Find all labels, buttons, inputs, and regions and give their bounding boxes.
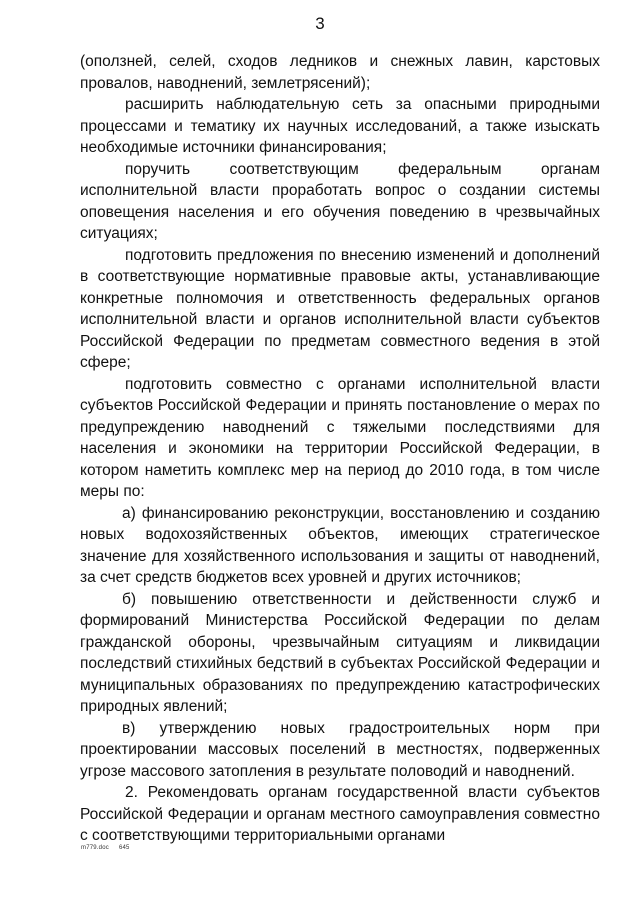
- paragraph-6: а) финансированию реконструкции, восстановлению и созданию новых водохозяйственных объектов, имеющих стратегическое значение для хозяйственного использования и защиты от наводнений, за счет средств бюджетов всех уровней и других источников;: [80, 504, 600, 586]
- paragraph-7: б) повышению ответственности и действенности служб и формирований Министерства Российской Федерации по делам гражданской обороны, чрезвычайным ситуациям и ликвидации последствий стихийных бедствий в субъектах Российской Федерации и муниципальных образованиях по предупреждению катастрофических природных явлений;: [80, 590, 600, 715]
- paragraph-8: в) утверждению новых градостроительных норм при проектировании массовых поселений в местностях, подверженных угрозе массового затопления в результате половодий и наводнений.: [80, 719, 600, 780]
- footer-filename: m779.doc: [81, 845, 109, 851]
- page-number: 3: [315, 14, 325, 33]
- paragraph-5: подготовить совместно с органами исполнительной власти субъектов Российской Федерации и принять постановление о мерах по предупреждению наводнений с тяжелыми последствиями для населения и экономики на территории Российской Федерации, в котором наметить комплекс мер на период до 2010 года, в том числе меры по:: [80, 375, 600, 500]
- footer-code: 645: [118, 845, 130, 851]
- paragraph-4: подготовить предложения по внесению изменений и дополнений в соответствующие нормативные правовые акты, устанавливающие конкретные полномочия и ответственность федеральных органов исполнительной власти и органов исполнительной власти субъектов Российской Федерации по предметам совместного ведения в этой сфере;: [80, 246, 600, 371]
- document-body: [80, 51, 600, 847]
- paragraph-9: 2. Рекомендовать органам государственной власти субъектов Российской Федерации и органам местного самоуправления совместно с соответствующими территориальными органами: [80, 784, 600, 844]
- paragraph-2: расширить наблюдательную сеть за опасными природными процессами и тематику их научных исследований, а также изыскать необходимые источники финансирования;: [80, 96, 600, 156]
- paragraph-3: поручить соответствующим федеральным органам исполнительной власти проработать вопрос о создании системы оповещения населения и его обучения поведению в чрезвычайных ситуациях;: [80, 160, 600, 242]
- paragraph-1: (оползней, селей, сходов ледников и снежных лавин, карстовых провалов, наводнений, землетрясений);: [80, 53, 600, 92]
- footer: [81, 845, 130, 851]
